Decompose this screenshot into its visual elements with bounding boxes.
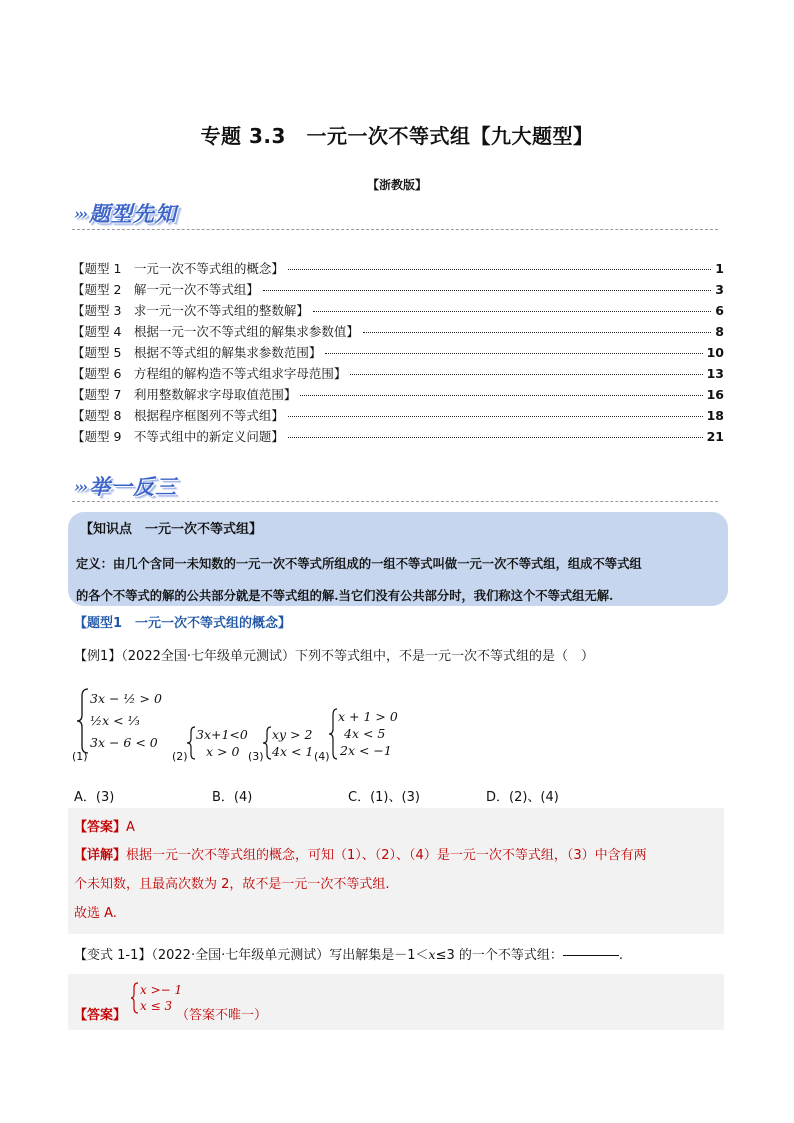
- answer-label: 【答案】: [74, 820, 127, 835]
- system-equation: 4x < 5: [344, 726, 386, 741]
- option-d: D．(2)、(4): [486, 790, 559, 805]
- banner-section1-text: 题型先知: [89, 201, 177, 226]
- banner-section1: [74, 198, 177, 228]
- divider: [72, 229, 718, 230]
- toc-item[interactable]: [72, 364, 724, 384]
- system-equation: 3x+1<0: [196, 727, 248, 742]
- toc-item-label: 【题型 2 解一元一次不等式组】: [72, 282, 259, 297]
- edition-label: 【浙教版】: [366, 178, 427, 192]
- toc-item[interactable]: [72, 343, 724, 363]
- toc-item-label: 【题型 5 根据不等式组的解集求参数范围】: [72, 345, 322, 360]
- left-brace-icon: [262, 726, 272, 760]
- knowledge-definition: [76, 548, 724, 612]
- banner-section2: [74, 471, 177, 501]
- page-title: 专题 3.3 一元一次不等式组【九大题型】: [200, 124, 594, 148]
- toc-item-page: 18: [706, 408, 724, 423]
- system-equation: ½x < ⅓: [90, 713, 140, 728]
- toc-item-page: 1: [715, 261, 724, 276]
- system-equation: 2x < −1: [340, 743, 392, 758]
- system-label: (2): [172, 750, 188, 763]
- toc-item[interactable]: [72, 259, 724, 279]
- toc-item-page: 6: [715, 303, 724, 318]
- option-a: A．(3): [74, 790, 115, 805]
- banner-arrows-icon: ›››: [74, 478, 86, 496]
- example-stem: 【例1】（2022全国·七年级单元测试）下列不等式组中，不是一元一次不等式组的是（ ）: [74, 649, 594, 664]
- variant-stem: [74, 944, 623, 963]
- toc-leader-dots: [288, 416, 703, 417]
- variant-stem-variable: x: [428, 947, 436, 962]
- toc-leader-dots: [288, 437, 703, 438]
- left-brace-icon: [328, 708, 338, 760]
- system-1: [76, 688, 176, 756]
- toc-leader-dots: [350, 374, 702, 375]
- detail-text: 故选 A.: [74, 906, 117, 921]
- toc-item[interactable]: [72, 406, 724, 426]
- variant-answer-equation: x ≤ 3: [140, 999, 173, 1013]
- answer-value: A: [126, 820, 135, 835]
- toc-item[interactable]: [72, 427, 724, 447]
- banner-arrows-icon: ›››: [74, 205, 86, 223]
- detail-label: 【详解】: [74, 848, 127, 863]
- knowledge-line: 的各个不等式的解的公共部分就是不等式组的解.当它们没有公共部分时，我们称这个不等式组无解.: [76, 588, 614, 603]
- system-label: (4): [314, 750, 330, 763]
- system-equation: 3x − 6 < 0: [90, 735, 158, 750]
- left-brace-icon: [76, 688, 90, 754]
- toc-item[interactable]: [72, 280, 724, 300]
- toc-item-page: 16: [706, 387, 724, 402]
- system-equation: x + 1 > 0: [338, 709, 398, 724]
- system-equation: 3x − ½ > 0: [90, 691, 162, 706]
- toc-item-label: 【题型 7 利用整数解求字母取值范围】: [72, 387, 297, 402]
- variant-answer-label: 【答案】: [74, 1008, 127, 1023]
- variant-stem-text: .: [618, 948, 623, 963]
- option-c: C．(1)、(3): [348, 790, 420, 805]
- toc-item-page: 10: [706, 345, 724, 360]
- toc-leader-dots: [300, 395, 702, 396]
- toc-item[interactable]: [72, 301, 724, 321]
- toc-item-label: 【题型 4 根据一元一次不等式组的解集求参数值】: [72, 324, 359, 339]
- variant-answer-note: （答案不唯一）: [176, 1008, 268, 1023]
- inequality-systems: [72, 688, 412, 768]
- system-equation: xy > 2: [272, 727, 313, 742]
- question-type-heading: 【题型1 一元一次不等式组的概念】: [74, 616, 292, 631]
- toc-item-label: 【题型 1 一元一次不等式组的概念】: [72, 261, 284, 276]
- toc-item[interactable]: [72, 322, 724, 342]
- system-label: (3): [248, 750, 264, 763]
- toc-item[interactable]: [72, 385, 724, 405]
- variant-answer-equation: x >− 1: [140, 983, 183, 997]
- banner-section2-text: 举一反三: [89, 474, 177, 499]
- system-equation: 4x < 1: [272, 744, 314, 759]
- divider: [72, 501, 718, 502]
- system-equation: x > 0: [206, 744, 240, 759]
- option-b: B．(4): [212, 790, 253, 805]
- answer-blank: [563, 955, 619, 956]
- toc-leader-dots: [288, 269, 711, 270]
- system-label: (1): [72, 750, 88, 763]
- toc-item-page: 13: [706, 366, 724, 381]
- left-brace-icon: [186, 726, 196, 760]
- toc-item-label: 【题型 3 求一元一次不等式组的整数解】: [72, 303, 309, 318]
- variant-stem-text: 【变式 1-1】（2022·全国·七年级单元测试）写出解集是－1＜: [74, 948, 429, 963]
- toc-leader-dots: [263, 290, 711, 291]
- answer-line: [74, 816, 135, 835]
- toc-item-page: 8: [715, 324, 724, 339]
- detail-text: 个未知数，且最高次数为 2，故不是一元一次不等式组.: [74, 877, 390, 892]
- toc-item-page: 3: [715, 282, 724, 297]
- system-4: [328, 708, 412, 762]
- toc-item-label: 【题型 8 根据程序框图列不等式组】: [72, 408, 284, 423]
- detail-block: [74, 841, 724, 928]
- knowledge-line: 定义：由几个含同一未知数的一元一次不等式所组成的一组不等式叫做一元一次不等式组，组成不等式组: [76, 556, 642, 571]
- toc-item-page: 21: [706, 429, 724, 444]
- toc-item-label: 【题型 9 不等式组中的新定义问题】: [72, 429, 284, 444]
- detail-text: 根据一元一次不等式组的概念，可知（1）、（2）、（4）是一元一次不等式组，（3）中含有两: [126, 848, 647, 863]
- left-brace-icon: [130, 982, 139, 1014]
- toc-leader-dots: [325, 353, 702, 354]
- toc-leader-dots: [363, 332, 711, 333]
- toc-item-label: 【题型 6 方程组的解构造不等式组求字母范围】: [72, 366, 347, 381]
- system-3: [262, 726, 322, 762]
- variant-stem-text: ≤3 的一个不等式组：: [435, 948, 563, 963]
- knowledge-heading: 【知识点 一元一次不等式组】: [80, 522, 263, 537]
- toc-leader-dots: [313, 311, 711, 312]
